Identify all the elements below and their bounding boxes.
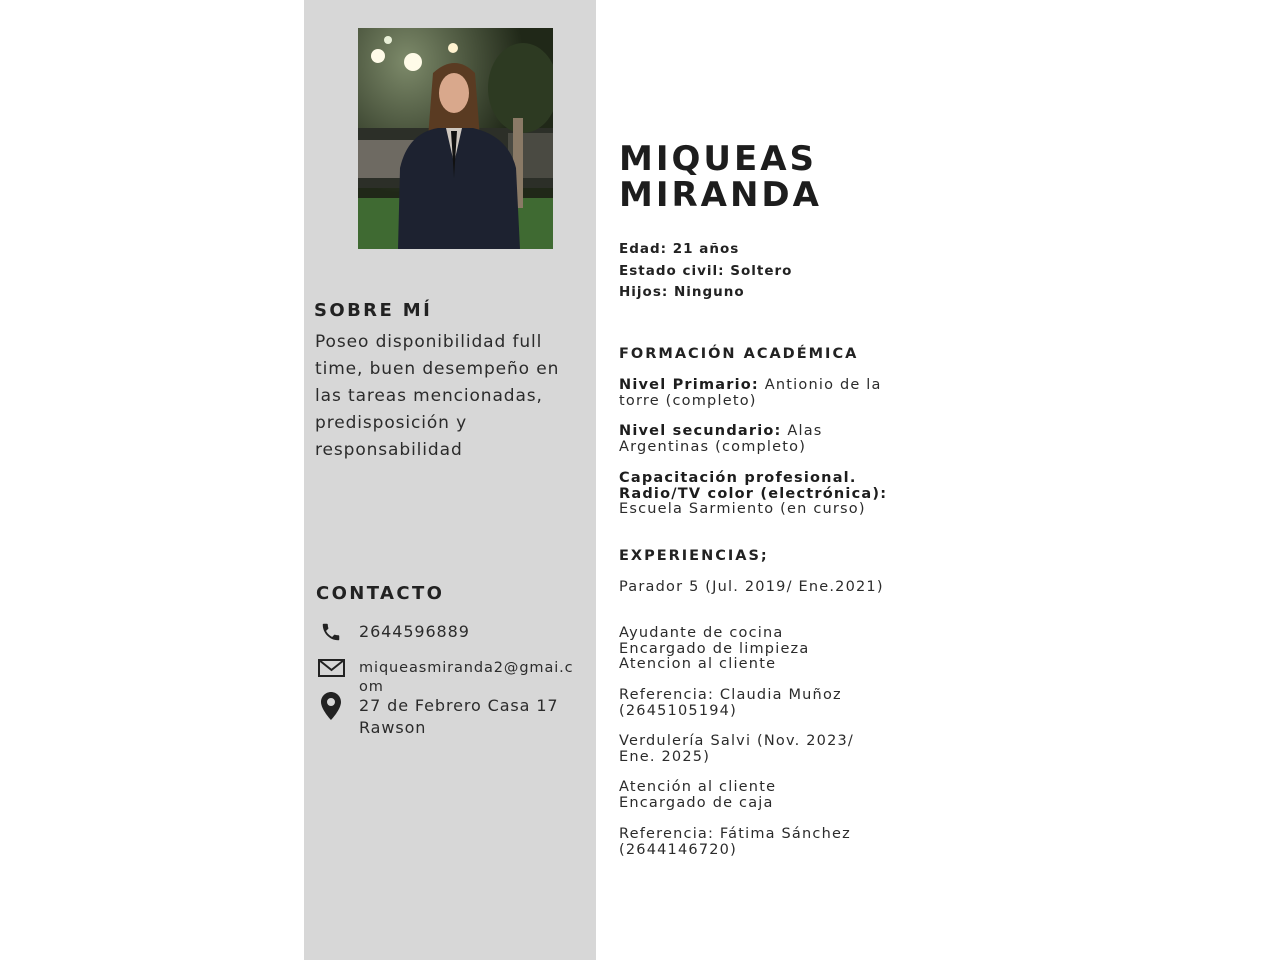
experience-line: Verdulería Salvi (Nov. 2023/ Ene. 2025) [619, 733, 855, 765]
location-pin-icon [321, 692, 341, 724]
about-heading: SOBRE MÍ [314, 300, 433, 321]
experience-line: Atencion al cliente [619, 656, 777, 672]
phone-icon [320, 621, 342, 647]
email-address: miqueasmiranda2@gmai.com [359, 660, 574, 695]
education-value: Alas Argentinas (completo) [619, 423, 823, 455]
contact-heading: CONTACTO [316, 583, 445, 604]
full-name [619, 141, 822, 213]
education-value: Escuela Sarmiento (en curso) [619, 501, 866, 517]
civil-status: Estado civil: Soltero [619, 262, 793, 279]
experience-line: Encargado de limpieza [619, 641, 810, 657]
education-value: Antionio de la torre (completo) [619, 377, 882, 409]
profile-photo [358, 28, 553, 249]
education-item [619, 471, 894, 518]
experience-line: Referencia: Fátima Sánchez (2644146720) [619, 826, 851, 858]
experience-line: Referencia: Claudia Muñoz (2645105194) [619, 687, 842, 719]
experience-heading: EXPERIENCIAS; [619, 548, 769, 564]
envelope-icon [318, 659, 345, 681]
about-text: Poseo disponibilidad full time, buen desempeño en las tareas mencionadas, predisposición y responsabilidad [315, 332, 560, 460]
address: 27 de Febrero Casa 17 Rawson [359, 696, 559, 737]
education-item [619, 378, 894, 409]
personal-info [619, 239, 792, 304]
experience-line: Parador 5 (Jul. 2019/ Ene.2021) [619, 579, 884, 595]
first-name: MIQUEAS [619, 139, 818, 179]
children: Hijos: Ninguno [619, 284, 745, 300]
education-heading: FORMACIÓN ACADÉMICA [619, 346, 859, 362]
phone-number: 2644596889 [359, 622, 470, 641]
experience-line: Encargado de caja [619, 795, 774, 811]
last-name: MIRANDA [619, 175, 822, 215]
education-label: Capacitación profesional. Radio/TV color (electrónica): [619, 470, 888, 502]
education-label: Nivel secundario: [619, 423, 782, 439]
education-label: Nivel Primario: [619, 377, 759, 393]
experience-line: Atención al cliente [619, 779, 777, 795]
age: Edad: 21 años [619, 241, 740, 257]
education-item [619, 424, 894, 455]
experience-line: Ayudante de cocina [619, 625, 784, 641]
